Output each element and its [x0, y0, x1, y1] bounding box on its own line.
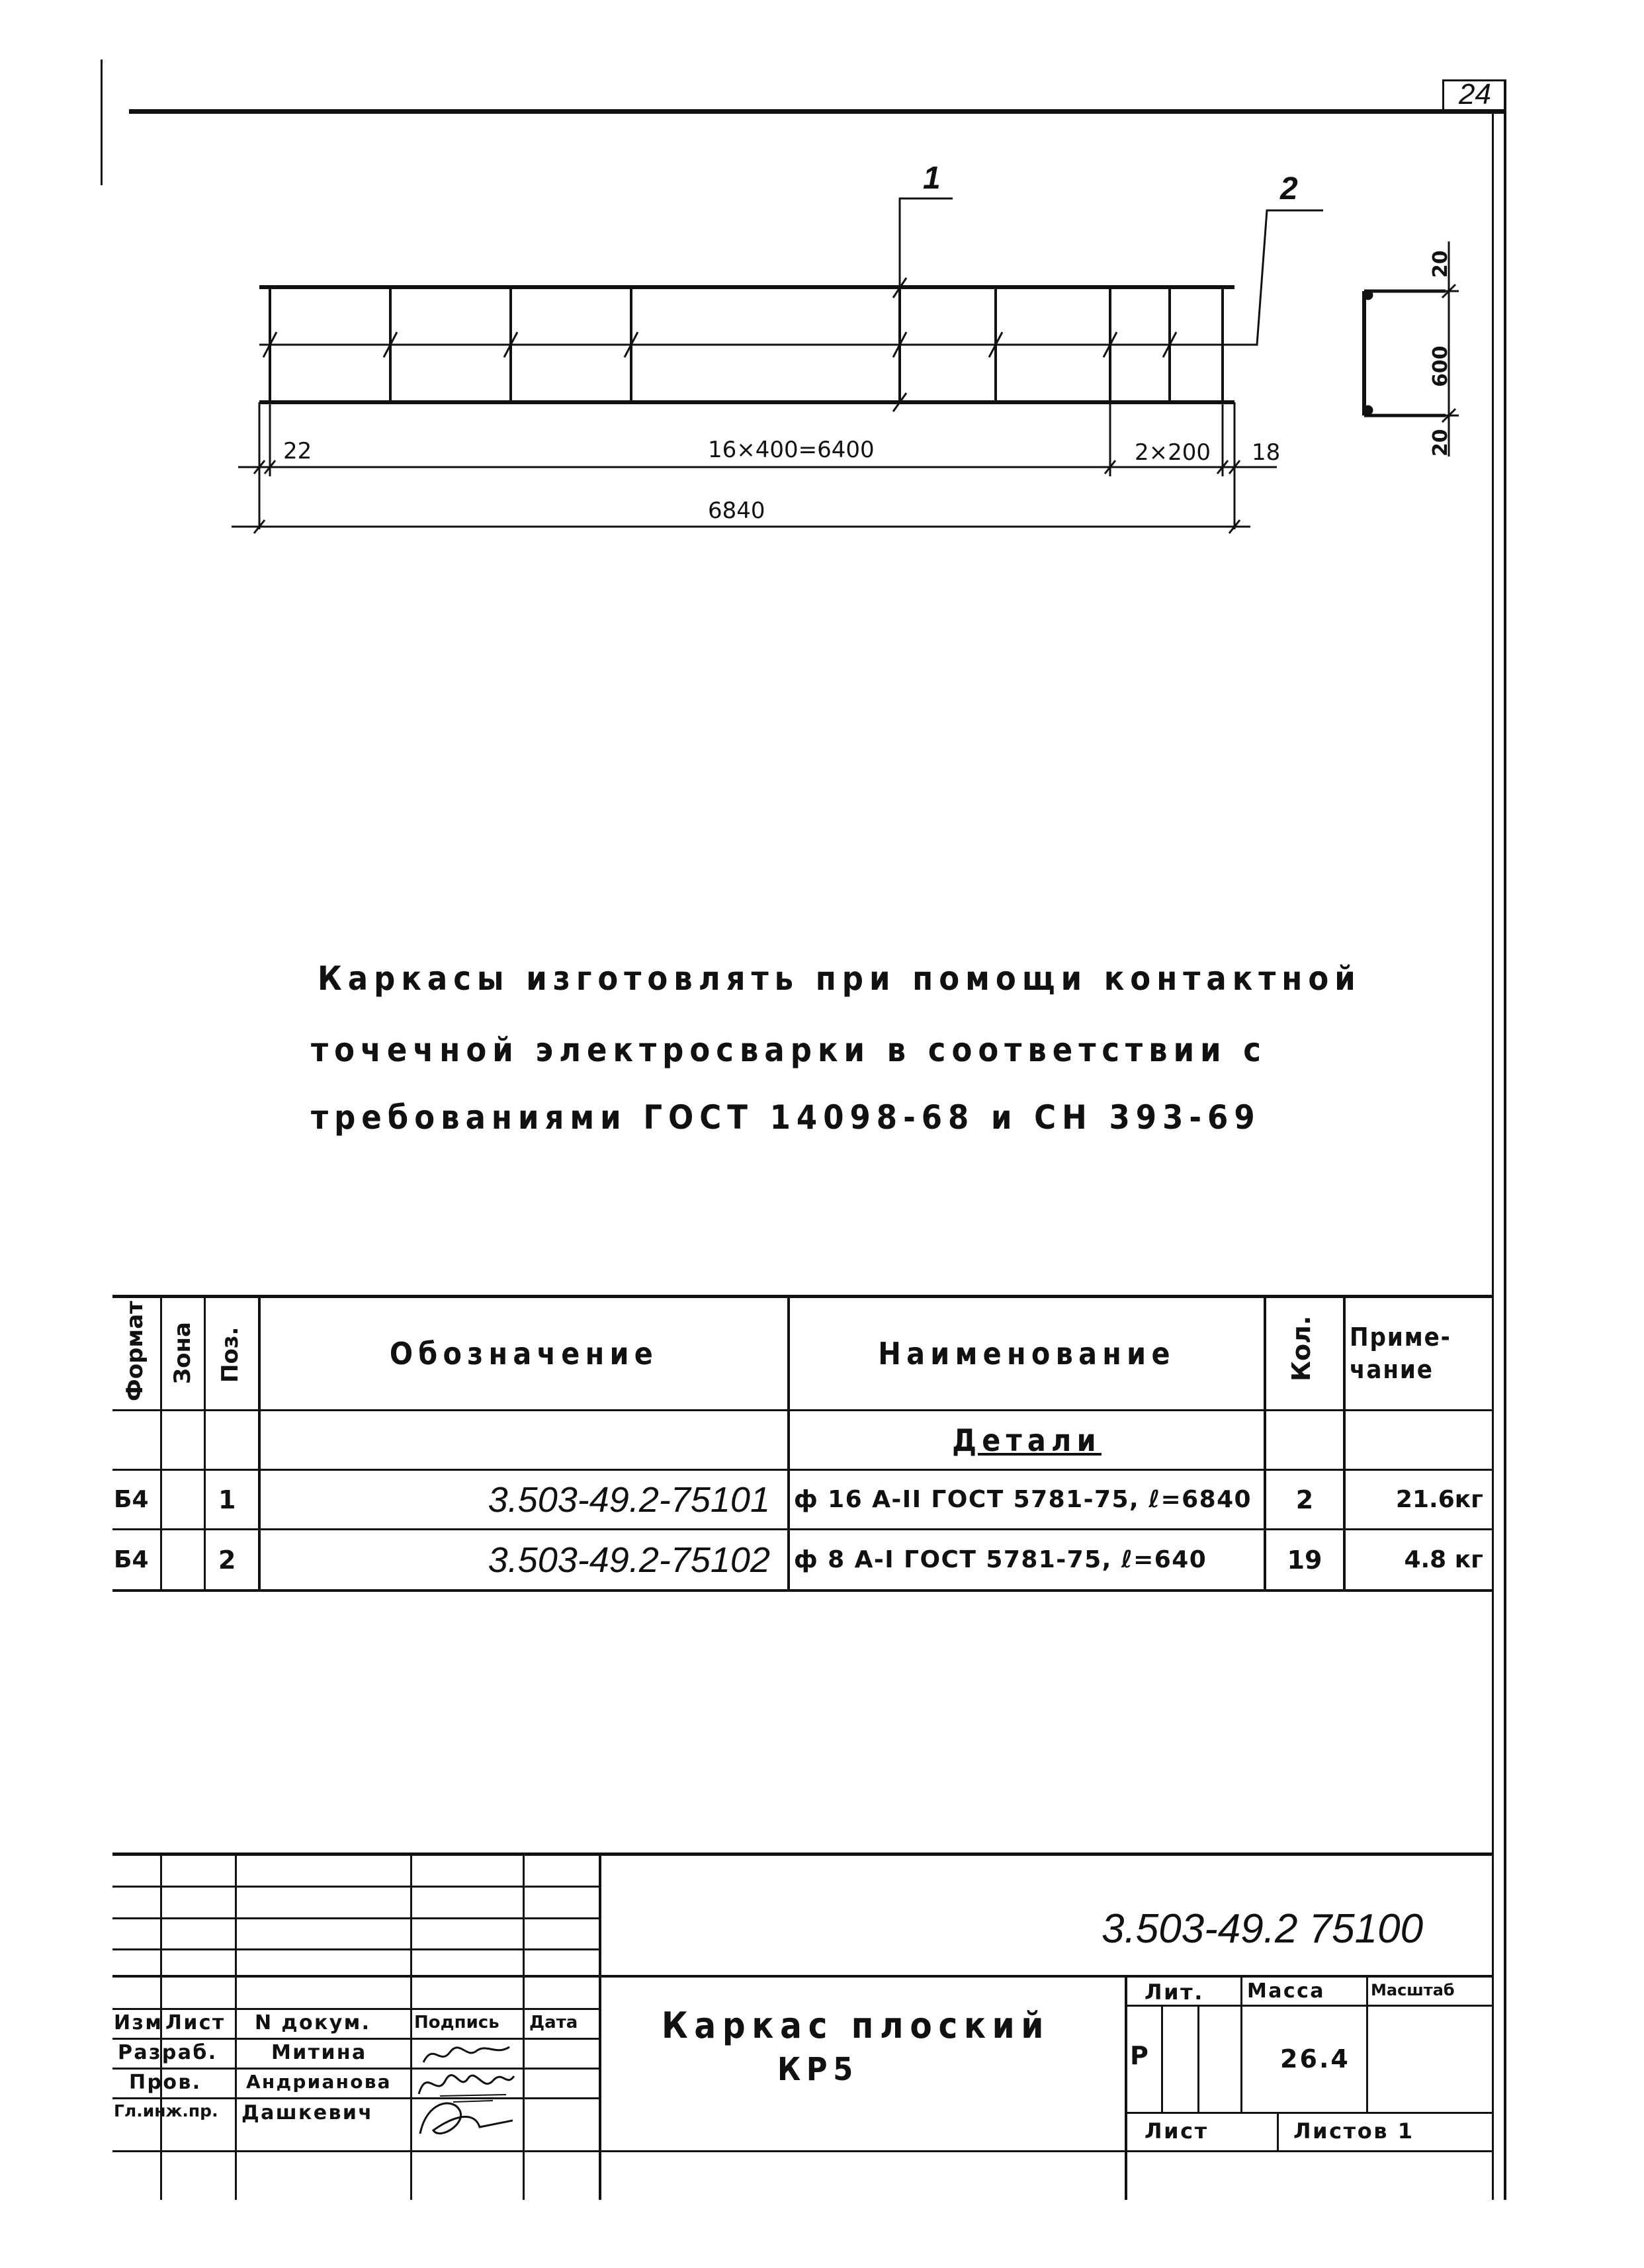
name-prov: Андрианова [246, 2071, 392, 2093]
note-line-1: Каркасы изготовлять при помощи контактной [318, 959, 1362, 998]
row-2-designation: 3.503-49.2-75102 [488, 1540, 770, 1580]
hdr-ndok: N докум. [255, 2011, 371, 2034]
row-1-designation: 3.503-49.2-75101 [488, 1479, 770, 1520]
section-dim-bottom: 20 [1429, 429, 1452, 457]
dim-left: 22 [283, 438, 312, 464]
section-dim-top: 20 [1429, 250, 1452, 278]
role-prov: Пров. [129, 2071, 202, 2094]
name-glinzh: Дашкевич [241, 2101, 374, 2124]
hdr-podp: Подпись [414, 2013, 499, 2032]
row-1-note: 21.6кг [1395, 1486, 1483, 1513]
hdr-list: Лист [165, 2011, 226, 2034]
hdr-izm: Изм [114, 2011, 163, 2034]
hdr-name: Наименование [878, 1336, 1176, 1372]
hdr-designation: Обозначение [389, 1336, 659, 1372]
massa-label: Масса [1247, 1980, 1325, 2003]
note-line-2: точечной электросварки в соответствии с [311, 1031, 1267, 1069]
hdr-pos: Поз. [217, 1327, 243, 1383]
row-1-qty: 2 [1295, 1485, 1314, 1514]
lit-value: Р [1130, 2041, 1150, 2070]
drawing-title-mark: КР5 [777, 2051, 859, 2088]
row-2-pos: 2 [218, 1545, 236, 1575]
hdr-format: Формат [122, 1301, 148, 1401]
drawing-title: Каркас плоский [662, 2005, 1051, 2046]
massa-value: 26.4 [1280, 2044, 1350, 2073]
hdr-qty: Кол. [1287, 1315, 1316, 1381]
row-2-name: ф 8 А-I ГОСТ 5781-75, ℓ=640 [794, 1546, 1207, 1573]
row-2-note: 4.8 кг [1404, 1546, 1483, 1573]
dim-main: 16×400=6400 [708, 437, 875, 463]
callout-1-leader [900, 198, 953, 287]
sheet-number: 24 [1459, 78, 1491, 110]
note-line-3: требованиями ГОСТ 14098-68 и СН 393-69 [311, 1098, 1261, 1137]
hdr-zone: Зона [169, 1322, 196, 1384]
row-1-name: ф 16 А-II ГОСТ 5781-75, ℓ=6840 [794, 1486, 1252, 1513]
sheets-label: Листов 1 [1293, 2118, 1414, 2144]
dim-end: 18 [1252, 439, 1281, 466]
section-title-details: Детали [952, 1422, 1102, 1458]
sheet-label: Лист [1145, 2118, 1209, 2144]
row-2-qty: 19 [1287, 1545, 1322, 1575]
role-glinzh: Гл.инж.пр. [114, 2101, 218, 2120]
hdr-note: Приме- чание [1350, 1322, 1451, 1384]
section-dim-mid: 600 [1429, 345, 1452, 387]
masshtab-label: Масштаб [1371, 1981, 1455, 1999]
dim-total: 6840 [708, 498, 765, 524]
drawing-code: 3.503-49.2 75100 [1102, 1906, 1424, 1952]
role-razrab: Разраб. [118, 2041, 218, 2064]
callout-2: 2 [1280, 171, 1298, 206]
callout-2-leader [1223, 210, 1323, 345]
row-2-format: Б4 [114, 1546, 149, 1573]
name-razrab: Митина [271, 2041, 367, 2064]
row-1-format: Б4 [114, 1486, 149, 1513]
signature-glinzh [413, 2094, 519, 2144]
callout-1: 1 [923, 161, 941, 196]
hdr-data: Дата [529, 2013, 578, 2032]
frame-drawing [0, 0, 1644, 595]
lit-label: Лит. [1145, 1980, 1204, 2005]
dim-right: 2×200 [1135, 439, 1211, 466]
row-1-pos: 1 [218, 1485, 236, 1514]
